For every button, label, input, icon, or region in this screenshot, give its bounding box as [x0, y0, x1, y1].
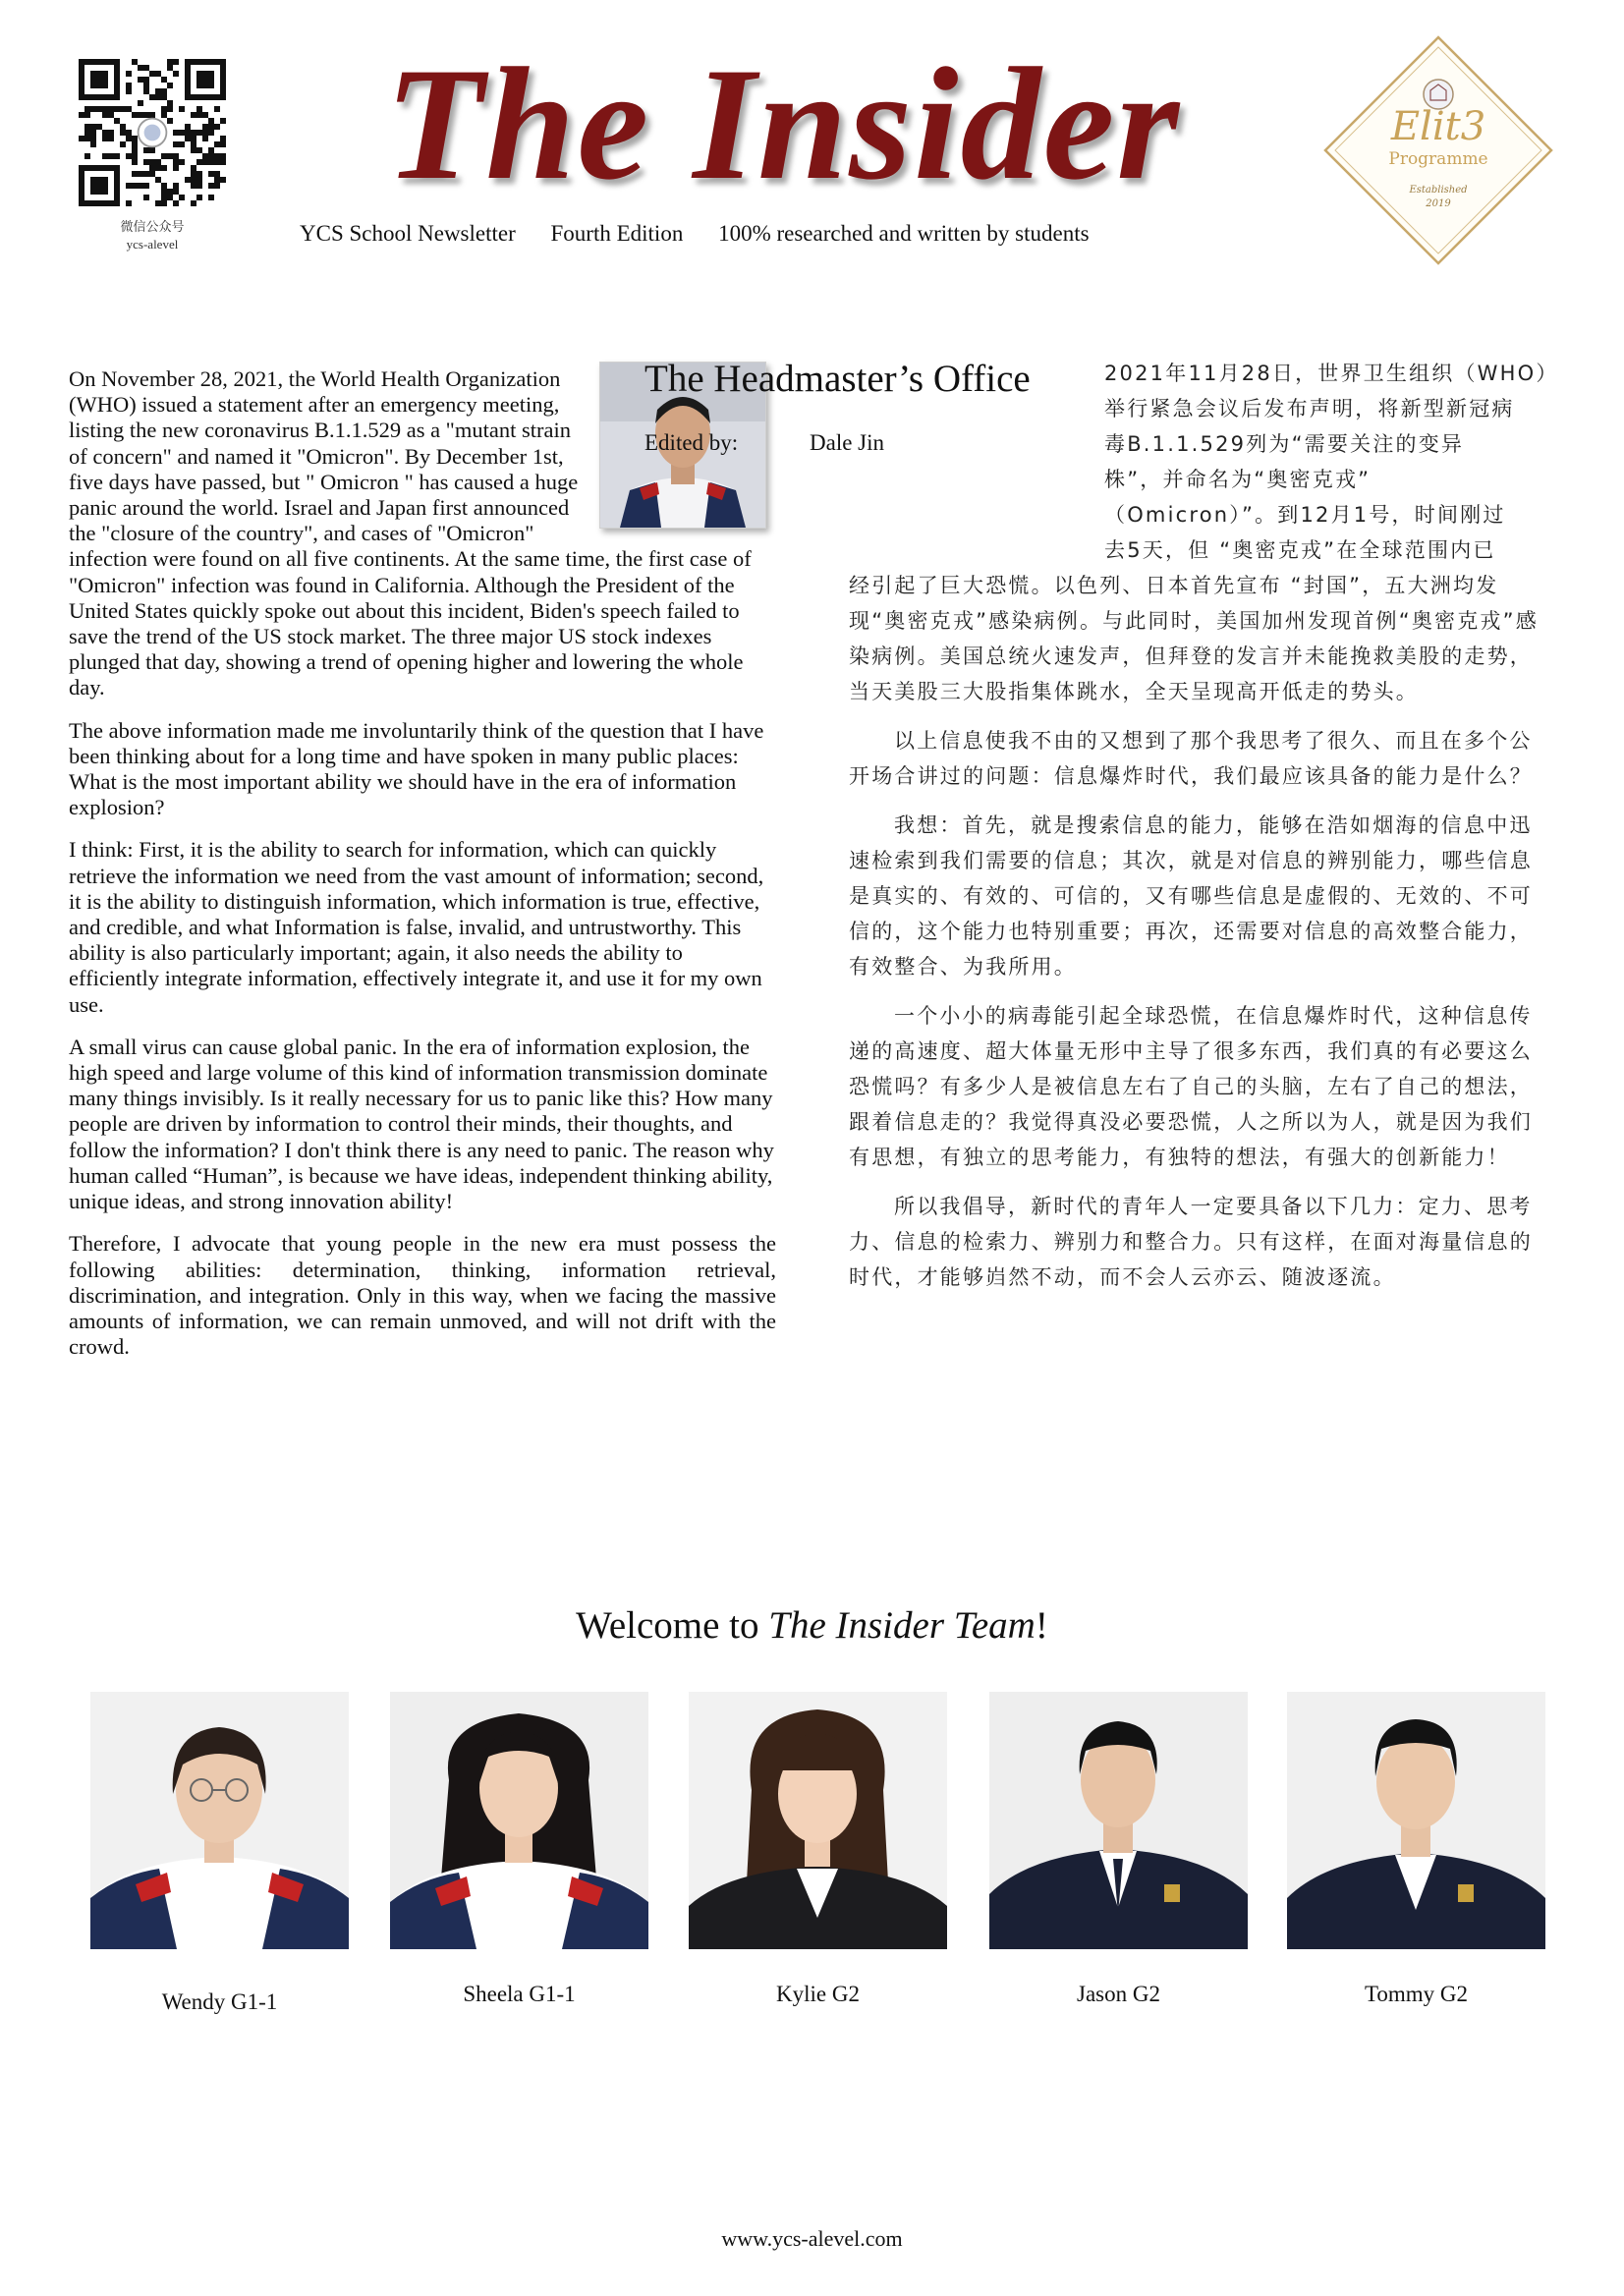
edited-by-label: Edited by: — [644, 430, 739, 455]
team-member-photo-wendy — [90, 1692, 349, 1949]
subtitle-edition: Fourth Edition — [550, 221, 684, 246]
article-en-paragraph-3: I think: First, it is the ability to search for information, which can quickly retrieve the information we need from the vast amount of information; second, it is the ability to distinguish information, which information is true, effective, and credible, and what Information is false, invalid, and untrustworthy. This ability is also particularly important; again, it also needs the ability to efficiently integrate information, effectively integrate it, and use it for my own use. — [69, 837, 764, 1017]
qr-caption-account: ycs-alevel — [126, 237, 179, 252]
article-en-paragraph-1: On November 28, 2021, the World Health Organization (WHO) issued a statement after an emergency meeting, listing the new coronavirus B.1.1.529 as a "mutant strain of concern" and named it "Omicron". By December 1st, five days have passed, but " Omicron " has caused a huge panic around the world. Israel and Japan first announced the "closure of the country", and cases of "Omicron" infection were found on all five continents. At the same time, the first case of "Omicron" infection was found in California. Although the President of the United States quickly spoke out about this incident, Biden's speech failed to save the trend of the US stock market. The three major US stock indexes plunged that day, showing a trend of opening higher and lowering the whole day. — [69, 366, 752, 700]
team-member-name-kylie: Kylie G2 — [776, 1982, 860, 2006]
team-member-name-wendy: Wendy G1-1 — [161, 1989, 278, 2014]
article-en-paragraph-2: The above information made me involuntarily think of the question that I have been thinking about for a long time and have spoken in many public places: What is the most important ability we should have in the era of information explosion? — [69, 717, 764, 820]
footer-website-url[interactable]: www.ycs-alevel.com — [721, 2226, 903, 2251]
team-heading-pre: Welcome to — [576, 1604, 769, 1647]
article-en-paragraph-4: A small virus can cause global panic. In the era of information explosion, the high speed and large volume of this kind of information transmission dominate many things invisibly. Is it really necessary for us to panic like this? How many people are driven by information to control their minds, their thoughts, and follow the information? I don't think there is any need to panic. The reason why human called “Human”, is because we have ideas, independent thinking ability, unique ideas, and strong innovation ability! — [69, 1034, 774, 1214]
team-member-photo-kylie — [689, 1692, 947, 1949]
subtitle-school: YCS School Newsletter — [300, 221, 516, 246]
section-title-headmaster: The Headmaster’s Office — [644, 358, 1031, 400]
team-heading-italic: The Insider Team — [768, 1604, 1036, 1647]
newsletter-subtitle — [300, 220, 1119, 248]
cn-line-5: （Omicron）”。到12月1号，时间刚过 — [1104, 503, 1506, 527]
team-member-photo-sheela — [390, 1692, 648, 1949]
newsletter-masthead: The Insider — [385, 35, 1182, 213]
cn-line-2: 举行紧急会议后发布声明，将新型新冠病 — [1104, 397, 1515, 420]
article-en-paragraph-5: Therefore, I advocate that young people in the new era must possess the following abilities: determination, thinking, information retrieval, discrimination, and integration. Only in this way, when we facing the massive amounts of information, we can remain unmoved, and will not drift with the crowd. — [69, 1231, 776, 1360]
article-cn-paragraph-1 — [849, 356, 1559, 709]
team-member-name-jason: Jason G2 — [1077, 1982, 1160, 2006]
qr-caption — [79, 218, 226, 253]
qr-caption-wechat: 微信公众号 — [120, 219, 185, 234]
article-cn-paragraph-4: 一个小小的病毒能引起全球恐慌，在信息爆炸时代，这种信息传递的高速度、超大体量无形中主导了很多东西，我们真的有必要这么恐慌吗？有多少人是被信息左右了自己的头脑，左右了自己的想法，跟着信息走的？我觉得真没必要恐慌，人之所以为人，就是因为我们有思想，有独立的思考能力，有独特的想法，有强大的创新能力！ — [849, 1004, 1533, 1169]
team-member-photo-tommy — [1287, 1692, 1545, 1949]
team-heading-post: ! — [1035, 1604, 1048, 1647]
team-member-photo-jason — [989, 1692, 1248, 1949]
cn-line-3: 毒B.1.1.529列为“需要关注的变异 — [1104, 432, 1465, 456]
cn-line-6: 去5天，但 “奥密克戎”在全球范围内已 — [1104, 538, 1496, 562]
cn-line-1: 2021年11月28日，世界卫生组织（WHO） — [1104, 362, 1559, 385]
subtitle-tagline: 100% researched and written by students — [718, 221, 1090, 246]
team-member-name-tommy: Tommy G2 — [1364, 1982, 1469, 2006]
article-cn-paragraph-2: 以上信息使我不由的又想到了那个我思考了很久、而且在多个公开场合讲过的问题：信息爆炸时代，我们最应该具备的能力是什么？ — [849, 729, 1533, 788]
team-member-name-sheela: Sheela G1-1 — [463, 1982, 576, 2006]
wechat-qr-code[interactable] — [79, 59, 226, 206]
cn-paragraph-1-rest: 经引起了巨大恐慌。以色列、日本首先宣布 “封国”，五大洲均发现“奥密克戎”感染病例。与此同时，美国加州发现首例“奥密克戎”感染病例。美国总统火速发声，但拜登的发言并未能挽救美股的走势，当天美股三大股指集体跳水，全天呈现高开低走的势头。 — [849, 574, 1539, 703]
article-english — [69, 366, 776, 1376]
article-cn-paragraph-3: 我想：首先，就是搜索信息的能力，能够在浩如烟海的信息中迅速检索到我们需要的信息；其次，就是对信息的辨别能力，哪些信息是真实的、有效的、可信的，又有哪些信息是虚假的、无效的、不可信的，这个能力也特别重要；再次，还需要对信息的高效整合能力，有效整合、为我所用。 — [849, 813, 1533, 979]
elit3-programme-badge — [1321, 33, 1555, 267]
badge-established: Established — [1409, 185, 1468, 196]
article-cn-paragraph-5: 所以我倡导，新时代的青年人一定要具备以下几力：定力、思考力、信息的检索力、辨别力和整合力。只有这样，在面对海量信息的时代，才能够岿然不动，而不会人云亦云、随波逐流。 — [849, 1195, 1533, 1289]
badge-brand: Elit3 — [1390, 104, 1486, 149]
editor-name: Dale Jin — [810, 430, 885, 455]
cn-line-4: 株”，并命名为“奥密克戎” — [1104, 468, 1372, 491]
team-heading — [0, 1603, 1624, 1649]
badge-programme: Programme — [1388, 149, 1488, 169]
badge-year: 2019 — [1426, 198, 1451, 209]
article-chinese — [849, 356, 1559, 1309]
